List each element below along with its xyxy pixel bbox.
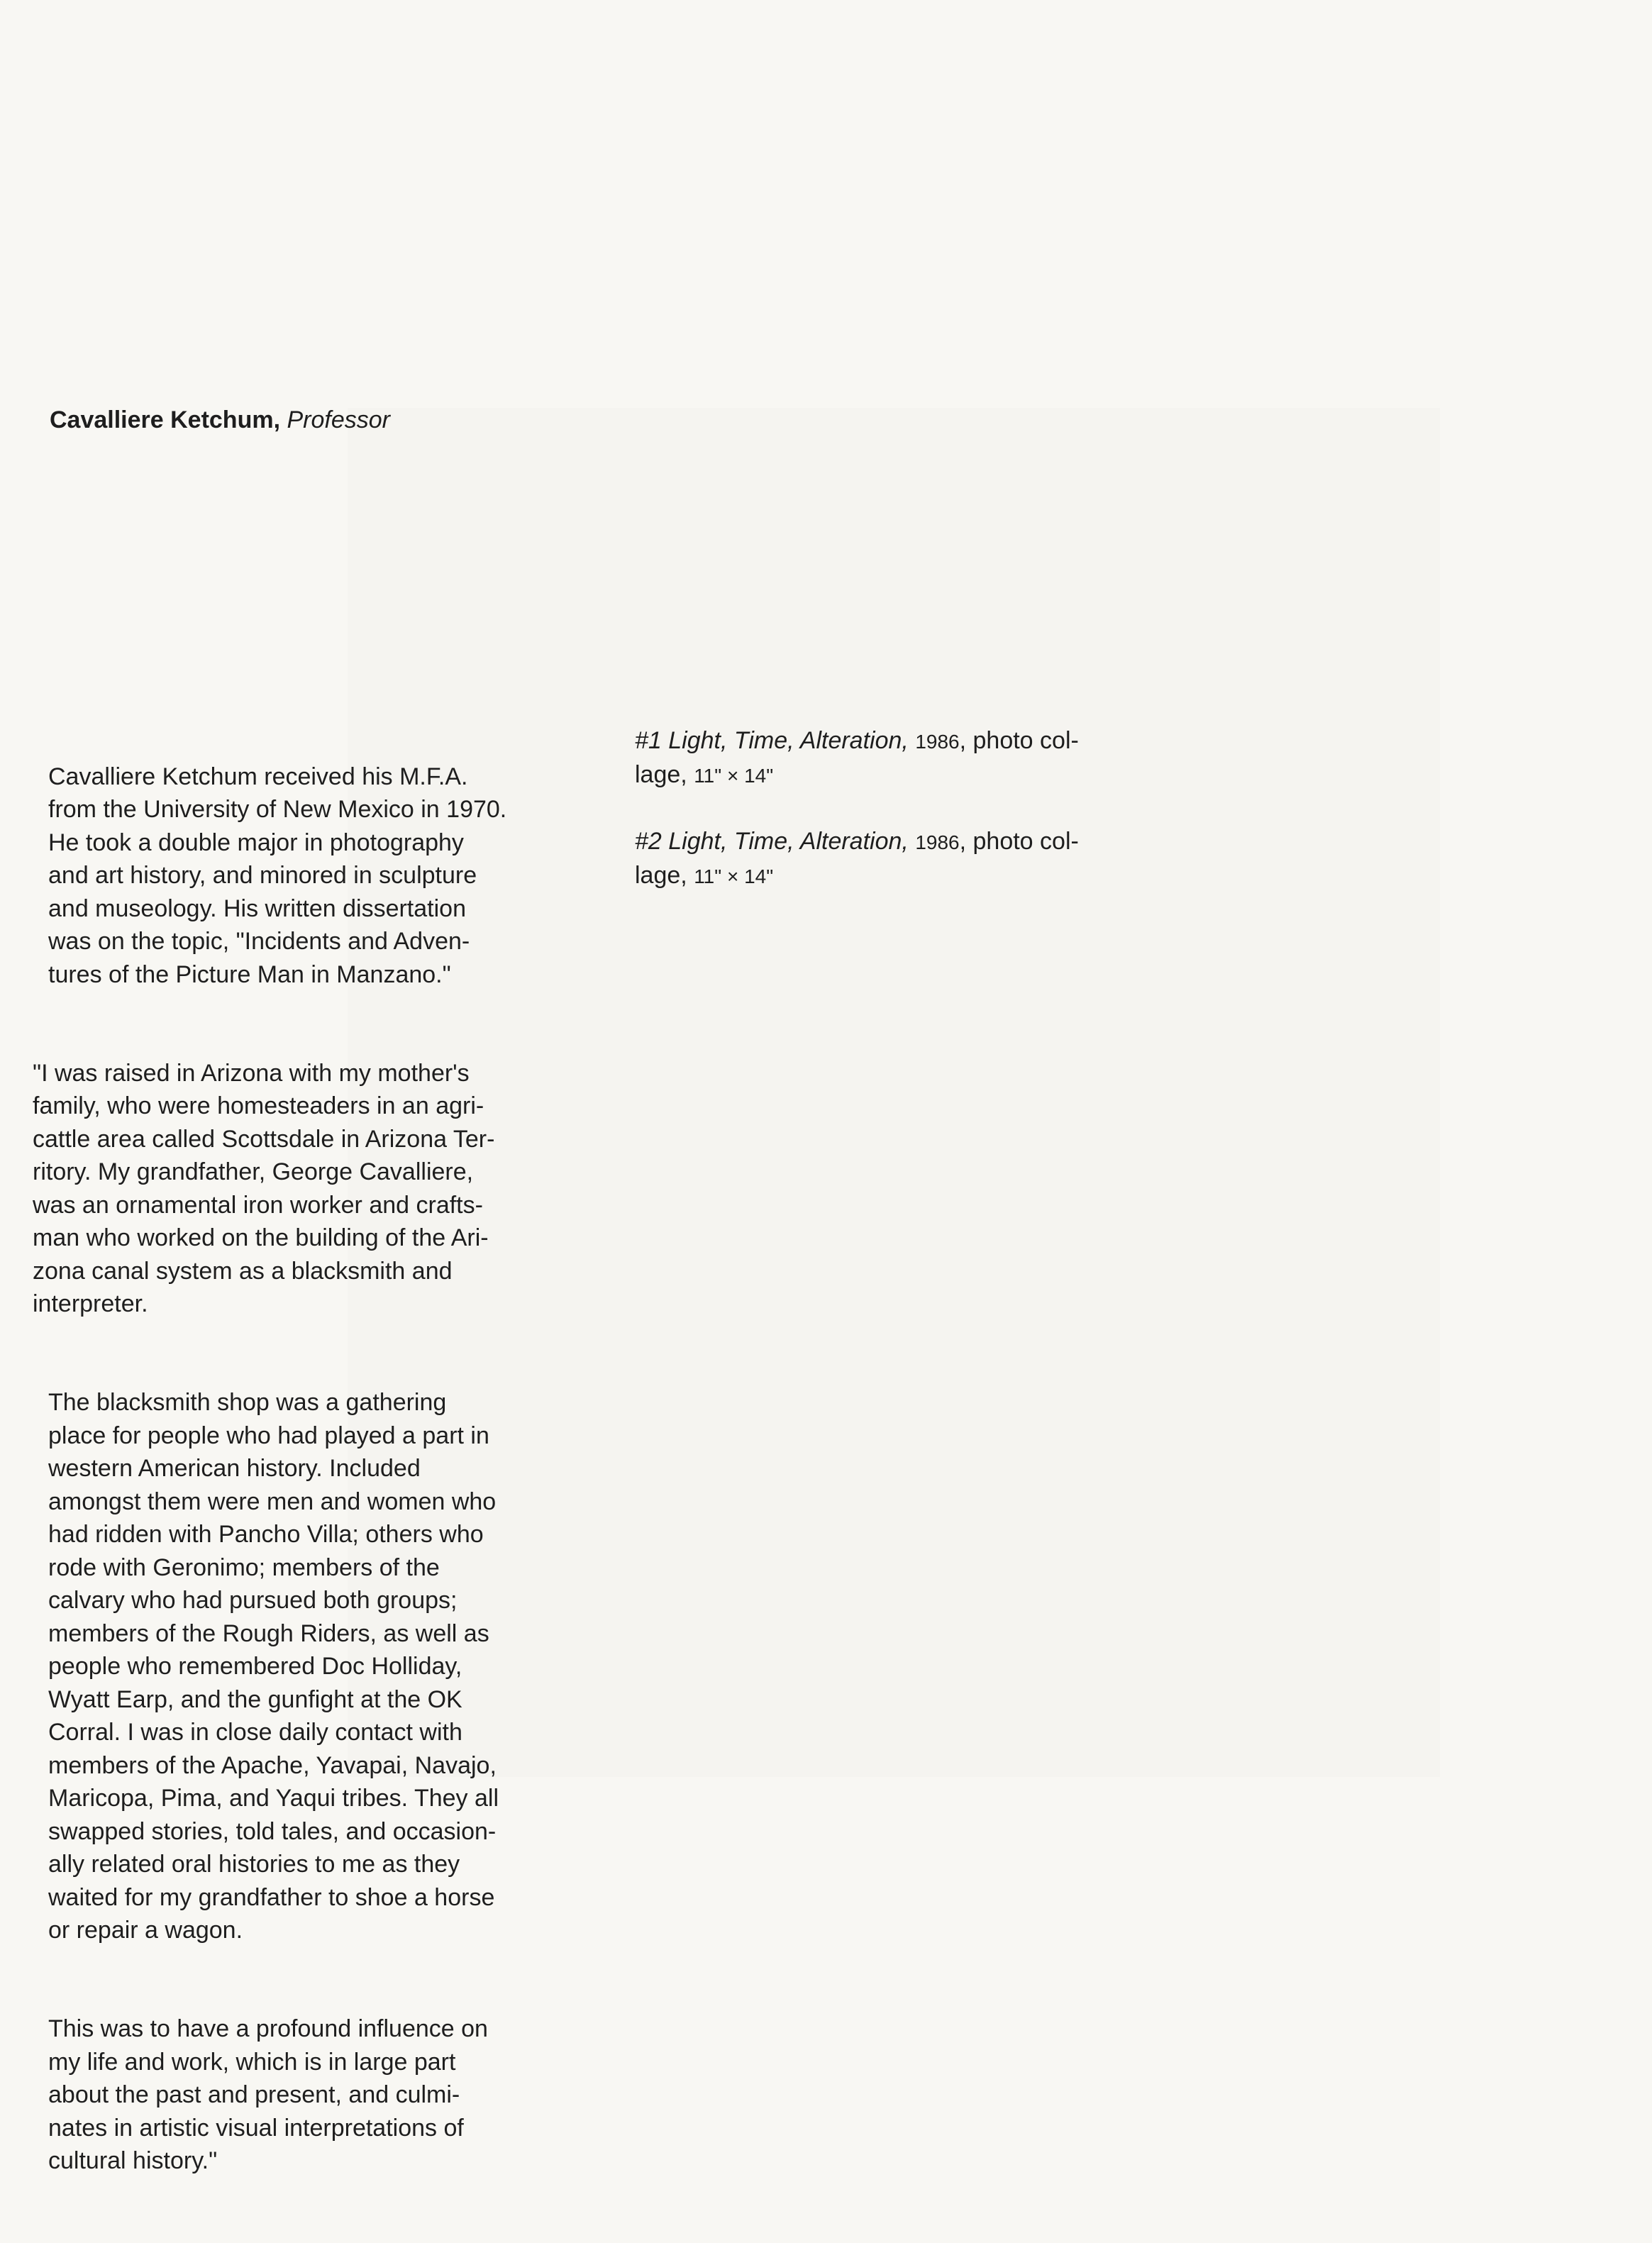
bio-paragraph-3: The blacksmith shop was a gathering place for people who had played a part in western American history. Included amongst them were men and women who had ridden with Pancho Villa; others who rode with Geronimo; members of the calvary who had pursued both groups; members of the Rough Riders, as well as people who remembered Doc Holliday, Wyatt Earp, and the gunfight at the OK Corral. I was in close daily contact with members of the Apache, Yavapai, Navajo, Maricopa, Pima, and Yaqui tribes. They all swapped stories, told tales, and occasion- ally related oral histories to me as they waited for my grandfather to shoe a horse or repair a wagon. (48, 1389, 499, 1944)
caption-2-medium-b: lage, (635, 862, 687, 889)
caption-1-size: 11" × 14" (694, 765, 774, 787)
biography-column (33, 727, 587, 2243)
artist-title: Professor (287, 406, 390, 433)
caption-2-medium-a: , photo col- (959, 828, 1079, 855)
caption-2-size: 11" × 14" (694, 865, 774, 887)
caption-1-year: 1986 (915, 731, 960, 753)
caption-2-year: 1986 (915, 831, 960, 853)
artist-heading (50, 401, 390, 438)
caption-2-title: #2 Light, Time, Alteration, (635, 828, 909, 855)
caption-1-medium-a: , photo col- (959, 727, 1079, 754)
caption-1 (635, 724, 1174, 792)
caption-1-medium-b: lage, (635, 761, 687, 788)
bio-paragraph-4: This was to have a profound influence on my life and work, which is in large part about the past and present, and culmi- nates in artistic visual interpretations of cultural history." (48, 2015, 488, 2174)
artist-name: Cavalliere Ketchum, (50, 406, 281, 433)
caption-1-title: #1 Light, Time, Alteration, (635, 727, 909, 754)
bio-paragraph-1: Cavalliere Ketchum received his M.F.A. from the University of New Mexico in 1970. He took a double major in photography and art history, and minored in sculpture and museology. His written dissertation was on the topic, "Incidents and Adven- tures of the Picture Man in Manzano." (48, 763, 507, 988)
bio-paragraph-2: "I was raised in Arizona with my mother's family, who were homesteaders in an agri- cattle area called Scottsdale in Arizona Ter- ritory. My grandfather, George Cavalliere, was an ornamental iron worker and crafts- man who worked on the building of the Ari- zona canal system as a blacksmith and interpreter. (33, 1059, 495, 1317)
caption-2 (635, 825, 1174, 893)
